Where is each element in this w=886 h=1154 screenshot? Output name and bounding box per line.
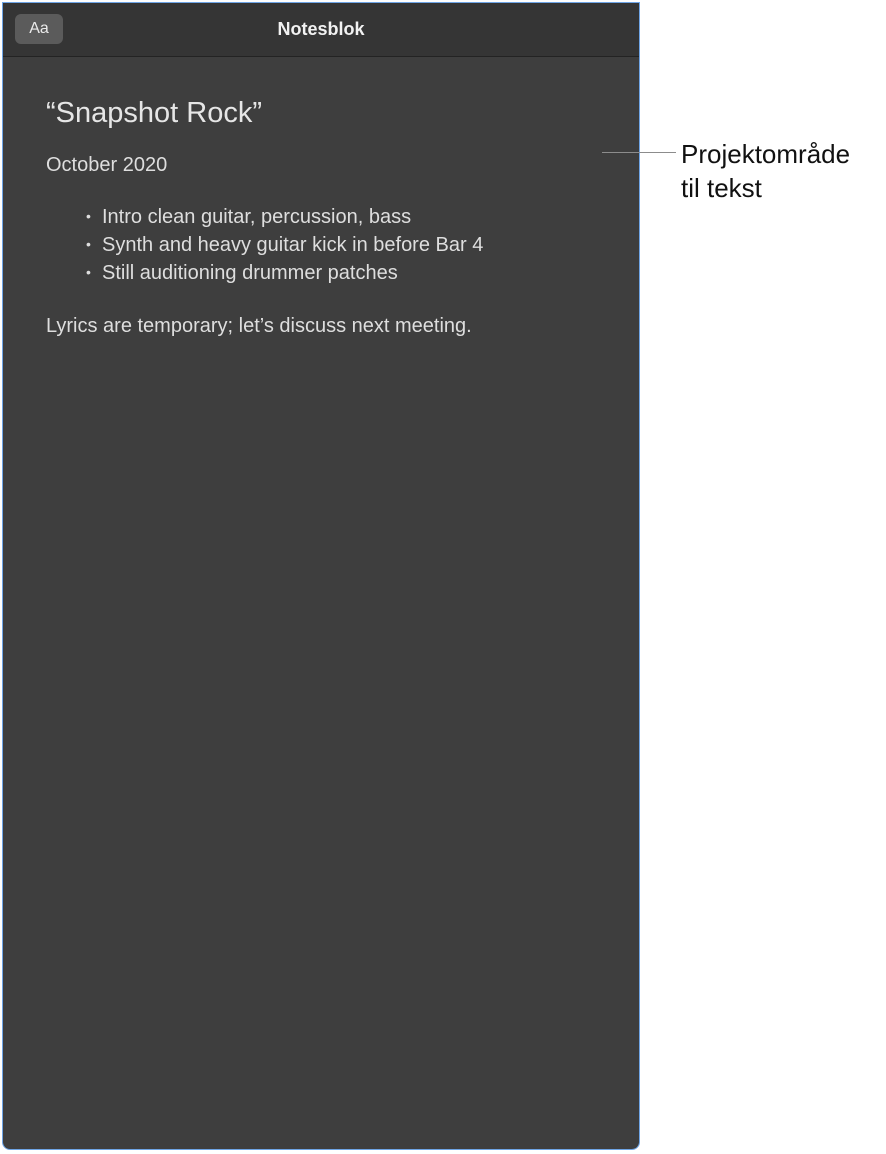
note-heading: “Snapshot Rock” (46, 97, 262, 129)
toolbar (3, 3, 639, 57)
window-title: Notesblok (277, 19, 365, 39)
font-button[interactable]: Aa (15, 14, 63, 44)
text-area[interactable] (3, 57, 639, 1149)
list-item: • Still auditioning drummer patches (86, 259, 597, 287)
note-closing: Lyrics are temporary; let’s discuss next meeting. (46, 315, 472, 337)
list-item: • Synth and heavy guitar kick in before Bar 4 (86, 231, 597, 259)
callout-line (602, 152, 676, 153)
notepad-window (2, 2, 640, 1150)
note-date: October 2020 (46, 154, 168, 176)
callout-label: Projektområde til tekst (681, 139, 851, 203)
list-item: • Intro clean guitar, percussion, bass (86, 203, 597, 231)
note-bullet-list (46, 203, 597, 287)
